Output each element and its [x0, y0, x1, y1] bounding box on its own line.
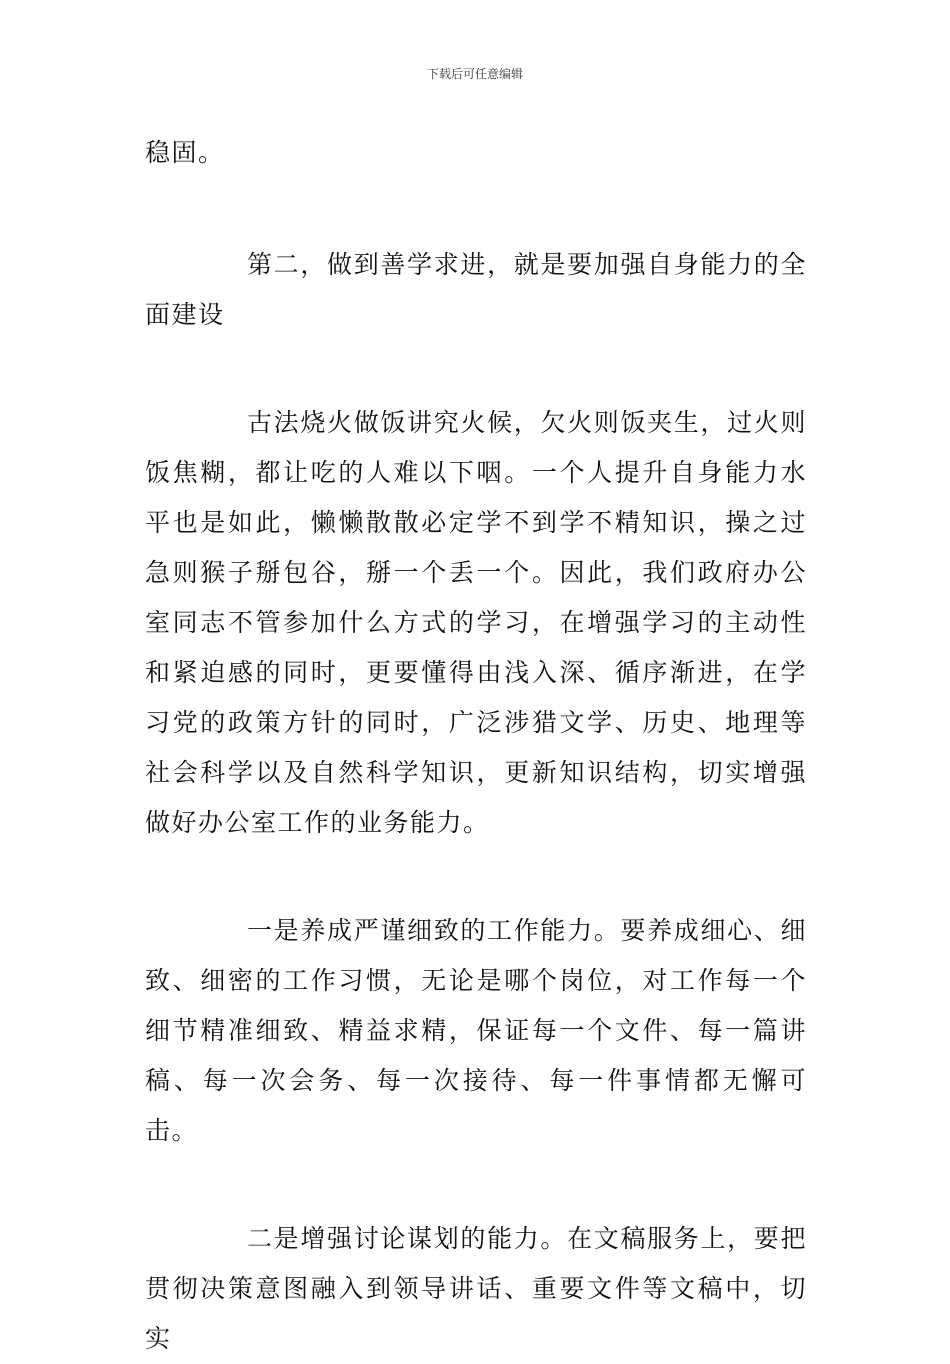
page-header: 下载后可任意编辑 — [426, 67, 523, 81]
paragraph-continuation: 稳固。 — [145, 138, 225, 167]
document-body — [145, 128, 807, 1364]
paragraph-point-one: 一是养成严谨细致的工作能力。要养成细心、细致、细密的工作习惯，无论是哪个岗位，对工作每一个细节精准细致、精益求精，保证每一个文件、每一篇讲稿、每一次会务、每一次接待、每一件事情都无懈可击。 — [145, 916, 807, 1145]
paragraph-point-two: 二是增强讨论谋划的能力。在文稿服务上，要把贯彻决策意图融入到领导讲话、重要文件等文稿中，切实 — [145, 1224, 807, 1353]
section-heading: 第二，做到善学求进，就是要加强自身能力的全面建设 — [145, 250, 807, 329]
paragraph-body: 古法烧火做饭讲究火候，欠火则饭夹生，过火则饭焦糊，都让吃的人难以下咽。一个人提升自身能力水平也是如此，懒懒散散必定学不到学不精知识，操之过急则猴子掰包谷，掰一个丢一个。因此，我们政府办公室同志不管参加什么方式的学习，在增强学习的主动性和紧迫感的同时，更要懂得由浅入深、循序渐进，在学习党的政策方针的同时，广泛涉猎文学、历史、地理等社会科学以及自然科学知识，更新知识结构，切实增强做好办公室工作的业务能力。 — [145, 408, 807, 837]
